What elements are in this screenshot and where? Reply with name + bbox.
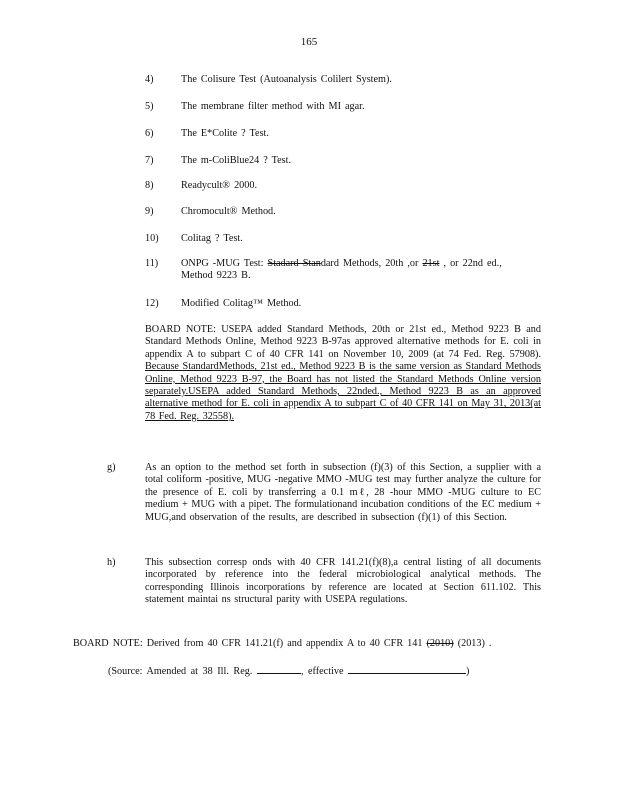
subsection-g-text: As an option to the method set forth in subsection (f)(3) of this Section, a supplier with a total coliform -positive, MUG -negative MMO -MUG test may further analyze the culture for the presence of E. coli by transferring a 0.1 mℓ, 28 -hour MMO -MUG culture to EC medium + MUG with a pipet. The formulationand incubation conditions of the EC medium + MUG,and observation of the results, are described in subsection (f)(1) of this Section. [145,462,541,523]
item-number: 11) [145,258,159,269]
blank-line [257,664,301,674]
blank-line [348,664,466,674]
item-text: The Colisure Test (Autoanalysis Colilert System). [181,74,392,85]
item-text: The m-ColiBlue24 ? Test. [181,155,291,166]
item-number: 5) [145,101,154,112]
item-number: 6) [145,128,154,139]
item-number: 8) [145,180,154,191]
source-line [108,664,528,678]
struck-text: 21st [422,258,440,269]
source-text: (Source: Amended at 38 Ill. Reg. [108,666,257,677]
item-text-part: ONPG -MUG Test: [181,258,268,269]
board-note-text: BOARD NOTE: Derived from 40 CFR 141.21(f) and appendix A to 40 CFR 141 [73,638,427,649]
item-text: Readycult® 2000. [181,180,258,191]
struck-text: (2010) [426,638,454,649]
subsection-letter: h) [107,557,116,568]
item-number: 4) [145,74,154,85]
board-note-text: (2013) . [453,638,492,649]
subsection-h-text: This subsection corresp onds with 40 CFR 141.21(f)(8),a central listing of all documents incorporated by reference into the federal microbiological analytical methods. The corresponding Illinois incorporations by reference are located at Section 611.102. This statement maintai ns structural parity with USEPA regulations. [145,557,541,606]
source-text: ) [466,666,470,677]
source-text: , effective [300,666,349,677]
item-number: 7) [145,155,154,166]
item-text [181,258,537,283]
item-text-part: dard Methods, 20th ,or [320,258,423,269]
board-note-derived [73,638,553,650]
item-text: Colitag ? Test. [181,233,243,244]
item-text: The membrane filter method with MI agar. [181,101,365,112]
item-number: 9) [145,206,154,217]
page-number: 165 [300,36,318,48]
inserted-text: Because StandardMethods, 21st ed., Method 9223 B is the same version as Standard Methods Online, Method 9223 B-97, the Board has not listed the Standard Methods Online version separately.USEPA added Standard Methods, 22nded., Method 9223 B as an approved alternative method for E. coli in appendix A to subpart C of 40 CFR 141 on May 31, 2013(at 78 Fed. Reg. 32558). [145,361,541,422]
item-text: Modified Colitag™ Method. [181,298,302,309]
subsection-letter: g) [107,462,116,473]
item-text: The E*Colite ? Test. [181,128,269,139]
item-number: 10) [145,233,159,244]
item-number: 12) [145,298,159,309]
board-note-text: BOARD NOTE: USEPA added Standard Methods, 20th or 21st ed., Method 9223 B and Standard Methods Online, Method 9223 B-97as approved alternative methods for E. coli in appendix A to subpart C of 40 CFR 141 on November 10, 2009 (at 74 Fed. Reg. 57908). [145,324,541,360]
item-text-part: , or 22nd ed., Method 9223 B. [181,258,502,282]
struck-text: Stadard Stan [267,258,321,269]
item-text: Chromocult® Method. [181,206,276,217]
board-note [145,324,541,423]
